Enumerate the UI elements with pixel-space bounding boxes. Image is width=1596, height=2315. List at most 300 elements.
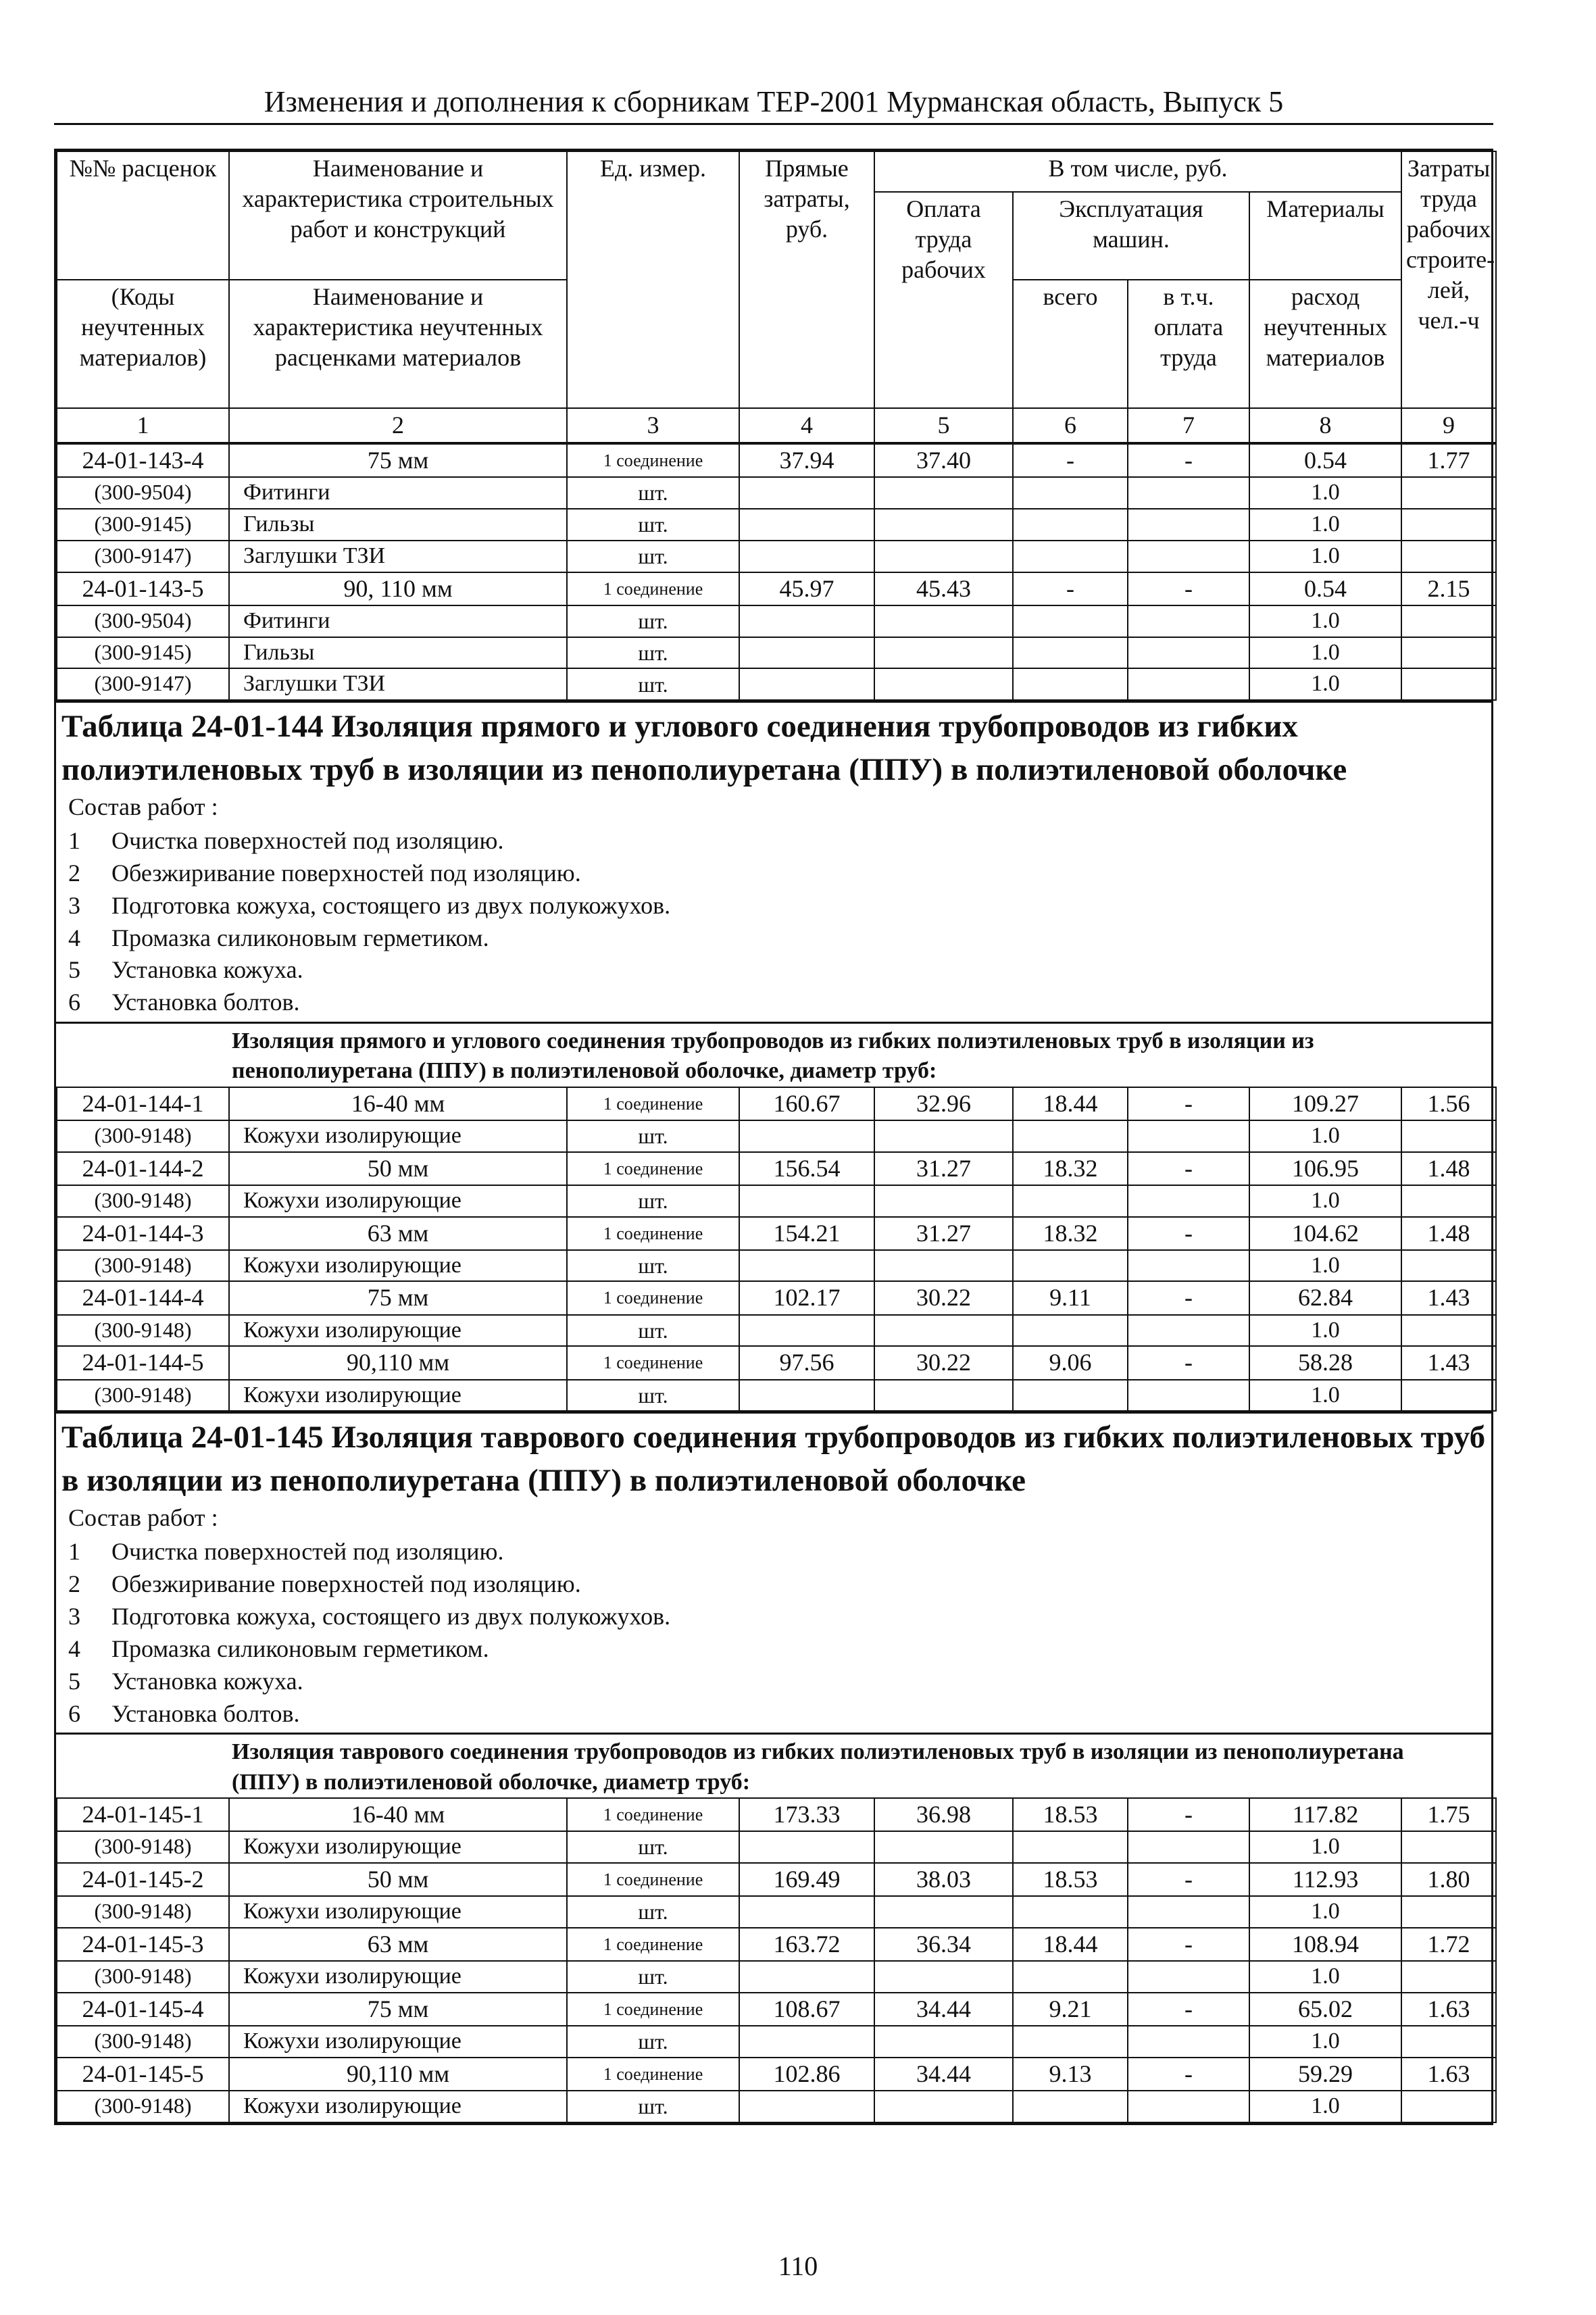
table-145-subheading: Изоляция таврового соединения трубопроводов из гибких полиэтиленовых труб в изоляции из пенополиуретана (ППУ) в полиэтиленовой оболочке, диаметр труб: bbox=[56, 1733, 1491, 1797]
work-step-text: Установка болтов. bbox=[111, 1699, 300, 1727]
rate-row bbox=[57, 444, 1496, 477]
table-144-works bbox=[56, 791, 1491, 1022]
machine-total: 18.44 bbox=[1013, 1928, 1128, 1961]
work-step bbox=[68, 1601, 1486, 1633]
material-unit: шт. bbox=[567, 605, 739, 637]
rate-row bbox=[57, 1863, 1496, 1896]
rate-name: 90,110 мм bbox=[229, 1346, 567, 1379]
empty-cell bbox=[739, 2091, 874, 2122]
header-machine-labor: в т.ч. оплата труда bbox=[1128, 280, 1249, 408]
labor-pay: 37.40 bbox=[874, 444, 1013, 477]
material-row bbox=[57, 509, 1496, 541]
material-code: (300-9148) bbox=[57, 2026, 229, 2058]
material-row bbox=[57, 477, 1496, 509]
empty-cell bbox=[1128, 668, 1249, 700]
machine-total: - bbox=[1013, 444, 1128, 477]
table-144-title: Таблица 24-01-144 Изоляция прямого и углового соединения трубопроводов из гибких полиэтиленовых труб в изоляции из пенополиуретана (ППУ) в полиэтиленовой оболочке bbox=[56, 701, 1491, 791]
material-code: (300-9148) bbox=[57, 1315, 229, 1347]
work-step-number: 1 bbox=[68, 826, 80, 854]
material-quantity: 1.0 bbox=[1249, 1185, 1401, 1217]
header-rate-number: №№ расценок bbox=[57, 151, 229, 280]
empty-cell bbox=[1128, 1185, 1249, 1217]
col-number: 2 bbox=[229, 408, 567, 443]
rate-unit: 1 соединение bbox=[567, 1346, 739, 1379]
labor-pay: 30.22 bbox=[874, 1281, 1013, 1314]
material-name: Заглушки ТЗИ bbox=[229, 541, 567, 572]
empty-cell bbox=[1013, 1896, 1128, 1928]
machine-total: 18.53 bbox=[1013, 1798, 1128, 1831]
material-row bbox=[57, 1185, 1496, 1217]
material-code: (300-9147) bbox=[57, 541, 229, 572]
machine-labor: - bbox=[1128, 1346, 1249, 1379]
empty-cell bbox=[739, 1120, 874, 1152]
rate-unit: 1 соединение bbox=[567, 1152, 739, 1185]
work-step-text: Промазка силиконовым герметиком. bbox=[111, 924, 489, 951]
rate-name: 75 мм bbox=[229, 444, 567, 477]
material-unit: шт. bbox=[567, 1380, 739, 1412]
material-unit: шт. bbox=[567, 1831, 739, 1863]
machine-total: - bbox=[1013, 572, 1128, 605]
material-name: Кожухи изолирующие bbox=[229, 1831, 567, 1863]
material-quantity: 1.0 bbox=[1249, 637, 1401, 669]
direct-costs: 156.54 bbox=[739, 1152, 874, 1185]
rate-code: 24-01-145-4 bbox=[57, 1993, 229, 2026]
empty-cell bbox=[874, 1315, 1013, 1347]
material-code: (300-9148) bbox=[57, 1831, 229, 1863]
empty-cell bbox=[874, 541, 1013, 572]
work-step bbox=[68, 922, 1486, 955]
material-quantity: 1.0 bbox=[1249, 605, 1401, 637]
material-row bbox=[57, 1896, 1496, 1928]
labor-pay: 30.22 bbox=[874, 1346, 1013, 1379]
labor-hours: 1.77 bbox=[1401, 444, 1496, 477]
header-labor-pay: Оплата труда рабочих bbox=[874, 192, 1013, 408]
materials-cost: 62.84 bbox=[1249, 1281, 1401, 1314]
column-header-table bbox=[56, 151, 1497, 443]
page-header: Изменения и дополнения к сборникам ТЕР-2001 Мурманская область, Выпуск 5 bbox=[54, 84, 1493, 125]
direct-costs: 173.33 bbox=[739, 1798, 874, 1831]
labor-hours: 1.56 bbox=[1401, 1087, 1496, 1120]
empty-cell bbox=[1401, 2091, 1496, 2122]
header-labor-hours: Затраты труда рабочих строите-лей, чел.-ч bbox=[1401, 151, 1496, 408]
work-step bbox=[68, 857, 1486, 890]
rate-unit: 1 соединение bbox=[567, 572, 739, 605]
material-code: (300-9148) bbox=[57, 1380, 229, 1412]
rate-name: 16-40 мм bbox=[229, 1087, 567, 1120]
empty-cell bbox=[739, 1185, 874, 1217]
labor-hours: 1.63 bbox=[1401, 1993, 1496, 2026]
labor-hours: 1.63 bbox=[1401, 2058, 1496, 2091]
empty-cell bbox=[1013, 1831, 1128, 1863]
work-step-number: 6 bbox=[68, 1699, 80, 1727]
col-number: 5 bbox=[874, 408, 1013, 443]
work-step-number: 4 bbox=[68, 1635, 80, 1662]
machine-labor: - bbox=[1128, 572, 1249, 605]
col-number: 6 bbox=[1013, 408, 1128, 443]
work-step-text: Очистка поверхностей под изоляцию. bbox=[111, 1538, 504, 1566]
work-step-text: Подготовка кожуха, состоящего из двух полукожухов. bbox=[111, 1602, 671, 1630]
header-unit: Ед. измер. bbox=[567, 151, 739, 408]
machine-total: 9.06 bbox=[1013, 1346, 1128, 1379]
material-row bbox=[57, 1961, 1496, 1993]
work-step-number: 5 bbox=[68, 1667, 80, 1695]
material-name: Кожухи изолирующие bbox=[229, 1250, 567, 1282]
empty-cell bbox=[739, 477, 874, 509]
machine-labor: - bbox=[1128, 1217, 1249, 1250]
empty-cell bbox=[1128, 1315, 1249, 1347]
labor-hours: 2.15 bbox=[1401, 572, 1496, 605]
direct-costs: 154.21 bbox=[739, 1217, 874, 1250]
empty-cell bbox=[1401, 1961, 1496, 1993]
col-number: 9 bbox=[1401, 408, 1496, 443]
work-step bbox=[68, 825, 1486, 857]
empty-cell bbox=[1013, 1315, 1128, 1347]
direct-costs: 108.67 bbox=[739, 1993, 874, 2026]
labor-pay: 34.44 bbox=[874, 2058, 1013, 2091]
work-step bbox=[68, 1666, 1486, 1698]
empty-cell bbox=[874, 2091, 1013, 2122]
empty-cell bbox=[1013, 1380, 1128, 1412]
rate-name: 16-40 мм bbox=[229, 1798, 567, 1831]
empty-cell bbox=[739, 668, 874, 700]
rate-row bbox=[57, 1346, 1496, 1379]
materials-cost: 117.82 bbox=[1249, 1798, 1401, 1831]
machine-total: 18.53 bbox=[1013, 1863, 1128, 1896]
empty-cell bbox=[1013, 541, 1128, 572]
material-quantity: 1.0 bbox=[1249, 2026, 1401, 2058]
work-step bbox=[68, 1568, 1486, 1601]
empty-cell bbox=[739, 1961, 874, 1993]
col-number: 4 bbox=[739, 408, 874, 443]
material-name: Кожухи изолирующие bbox=[229, 1961, 567, 1993]
rate-name: 50 мм bbox=[229, 1152, 567, 1185]
work-step bbox=[68, 1536, 1486, 1568]
empty-cell bbox=[1128, 1831, 1249, 1863]
empty-cell bbox=[874, 1250, 1013, 1282]
empty-cell bbox=[1013, 1120, 1128, 1152]
machine-labor: - bbox=[1128, 1928, 1249, 1961]
materials-cost: 0.54 bbox=[1249, 572, 1401, 605]
machine-total: 9.11 bbox=[1013, 1281, 1128, 1314]
direct-costs: 102.17 bbox=[739, 1281, 874, 1314]
empty-cell bbox=[874, 1896, 1013, 1928]
material-quantity: 1.0 bbox=[1249, 2091, 1401, 2122]
material-row bbox=[57, 1315, 1496, 1347]
labor-hours: 1.48 bbox=[1401, 1217, 1496, 1250]
rate-unit: 1 соединение bbox=[567, 1928, 739, 1961]
material-row bbox=[57, 1831, 1496, 1863]
machine-labor: - bbox=[1128, 1798, 1249, 1831]
rate-row bbox=[57, 1928, 1496, 1961]
rate-code: 24-01-143-4 bbox=[57, 444, 229, 477]
machine-total: 9.21 bbox=[1013, 1993, 1128, 2026]
work-step-number: 3 bbox=[68, 1602, 80, 1630]
work-step-number: 1 bbox=[68, 1538, 80, 1566]
materials-cost: 59.29 bbox=[1249, 2058, 1401, 2091]
col-number: 1 bbox=[57, 408, 229, 443]
rate-code: 24-01-145-3 bbox=[57, 1928, 229, 1961]
direct-costs: 163.72 bbox=[739, 1928, 874, 1961]
work-step-number: 2 bbox=[68, 859, 80, 887]
empty-cell bbox=[739, 1831, 874, 1863]
rate-name: 63 мм bbox=[229, 1217, 567, 1250]
header-including-group: В том числе, руб. bbox=[874, 151, 1401, 192]
work-step bbox=[68, 1633, 1486, 1666]
material-quantity: 1.0 bbox=[1249, 509, 1401, 541]
empty-cell bbox=[1013, 2091, 1128, 2122]
work-step-number: 5 bbox=[68, 956, 80, 984]
machine-labor: - bbox=[1128, 2058, 1249, 2091]
empty-cell bbox=[1013, 1185, 1128, 1217]
rate-row bbox=[57, 572, 1496, 605]
material-unit: шт. bbox=[567, 1896, 739, 1928]
machine-labor: - bbox=[1128, 1087, 1249, 1120]
rate-code: 24-01-144-3 bbox=[57, 1217, 229, 1250]
direct-costs: 169.49 bbox=[739, 1863, 874, 1896]
material-row bbox=[57, 2091, 1496, 2122]
material-name: Кожухи изолирующие bbox=[229, 1120, 567, 1152]
work-step-number: 4 bbox=[68, 924, 80, 951]
material-row bbox=[57, 541, 1496, 572]
empty-cell bbox=[1128, 1120, 1249, 1152]
rate-name: 75 мм bbox=[229, 1993, 567, 2026]
material-quantity: 1.0 bbox=[1249, 541, 1401, 572]
material-unit: шт. bbox=[567, 1250, 739, 1282]
empty-cell bbox=[1401, 509, 1496, 541]
machine-labor: - bbox=[1128, 1993, 1249, 2026]
labor-pay: 36.34 bbox=[874, 1928, 1013, 1961]
work-step bbox=[68, 987, 1486, 1019]
rate-row bbox=[57, 1152, 1496, 1185]
empty-cell bbox=[1401, 1896, 1496, 1928]
machine-total: 18.44 bbox=[1013, 1087, 1128, 1120]
labor-pay: 38.03 bbox=[874, 1863, 1013, 1896]
empty-cell bbox=[874, 1120, 1013, 1152]
labor-pay: 36.98 bbox=[874, 1798, 1013, 1831]
empty-cell bbox=[1128, 541, 1249, 572]
table-144-subheading: Изоляция прямого и углового соединения трубопроводов из гибких полиэтиленовых труб в изоляции из пенополиуретана (ППУ) в полиэтиленовой оболочке, диаметр труб: bbox=[56, 1022, 1491, 1086]
machine-labor: - bbox=[1128, 1863, 1249, 1896]
material-name: Кожухи изолирующие bbox=[229, 1380, 567, 1412]
materials-cost: 106.95 bbox=[1249, 1152, 1401, 1185]
work-step-number: 2 bbox=[68, 1570, 80, 1598]
material-code: (300-9504) bbox=[57, 477, 229, 509]
empty-cell bbox=[874, 2026, 1013, 2058]
empty-cell bbox=[1401, 605, 1496, 637]
machine-labor: - bbox=[1128, 1152, 1249, 1185]
work-step-text: Подготовка кожуха, состоящего из двух полукожухов. bbox=[111, 891, 671, 919]
empty-cell bbox=[1128, 1250, 1249, 1282]
rate-row bbox=[57, 1281, 1496, 1314]
empty-cell bbox=[1401, 668, 1496, 700]
rate-unit: 1 соединение bbox=[567, 1798, 739, 1831]
material-unit: шт. bbox=[567, 477, 739, 509]
col-number: 7 bbox=[1128, 408, 1249, 443]
empty-cell bbox=[874, 1185, 1013, 1217]
empty-cell bbox=[1401, 2026, 1496, 2058]
empty-cell bbox=[1401, 541, 1496, 572]
material-code: (300-9145) bbox=[57, 637, 229, 669]
labor-hours: 1.80 bbox=[1401, 1863, 1496, 1896]
material-name: Фитинги bbox=[229, 605, 567, 637]
material-unit: шт. bbox=[567, 2091, 739, 2122]
empty-cell bbox=[874, 605, 1013, 637]
material-name: Кожухи изолирующие bbox=[229, 1185, 567, 1217]
materials-cost: 112.93 bbox=[1249, 1863, 1401, 1896]
rate-unit: 1 соединение bbox=[567, 1281, 739, 1314]
material-row bbox=[57, 605, 1496, 637]
rate-unit: 1 соединение bbox=[567, 444, 739, 477]
material-unit: шт. bbox=[567, 509, 739, 541]
rate-row bbox=[57, 1087, 1496, 1120]
rate-name: 63 мм bbox=[229, 1928, 567, 1961]
empty-cell bbox=[1128, 1380, 1249, 1412]
material-quantity: 1.0 bbox=[1249, 477, 1401, 509]
work-step-text: Очистка поверхностей под изоляцию. bbox=[111, 826, 504, 854]
labor-hours: 1.48 bbox=[1401, 1152, 1496, 1185]
direct-costs: 97.56 bbox=[739, 1346, 874, 1379]
material-unit: шт. bbox=[567, 1185, 739, 1217]
work-step bbox=[68, 954, 1486, 987]
empty-cell bbox=[739, 1315, 874, 1347]
empty-cell bbox=[1013, 2026, 1128, 2058]
material-code: (300-9504) bbox=[57, 605, 229, 637]
empty-cell bbox=[739, 1896, 874, 1928]
empty-cell bbox=[1401, 477, 1496, 509]
material-quantity: 1.0 bbox=[1249, 1380, 1401, 1412]
header-direct-costs: Прямые затраты, руб. bbox=[739, 151, 874, 408]
empty-cell bbox=[1128, 2091, 1249, 2122]
rate-name: 75 мм bbox=[229, 1281, 567, 1314]
empty-cell bbox=[739, 1250, 874, 1282]
header-materials: Материалы bbox=[1249, 192, 1401, 280]
machine-total: 9.13 bbox=[1013, 2058, 1128, 2091]
empty-cell bbox=[1128, 1896, 1249, 1928]
material-code: (300-9148) bbox=[57, 1185, 229, 1217]
rate-code: 24-01-143-5 bbox=[57, 572, 229, 605]
header-material-codes: (Коды неучтенных материалов) bbox=[57, 280, 229, 408]
rates-table-144 bbox=[56, 1087, 1497, 1412]
empty-cell bbox=[1013, 637, 1128, 669]
works-title: Состав работ : bbox=[68, 1504, 218, 1532]
material-quantity: 1.0 bbox=[1249, 1250, 1401, 1282]
material-unit: шт. bbox=[567, 668, 739, 700]
table-145-works bbox=[56, 1502, 1491, 1733]
material-quantity: 1.0 bbox=[1249, 1831, 1401, 1863]
labor-pay: 31.27 bbox=[874, 1152, 1013, 1185]
rate-row bbox=[57, 1798, 1496, 1831]
empty-cell bbox=[1013, 477, 1128, 509]
empty-cell bbox=[874, 1831, 1013, 1863]
materials-cost: 65.02 bbox=[1249, 1993, 1401, 2026]
empty-cell bbox=[1128, 509, 1249, 541]
rate-code: 24-01-145-5 bbox=[57, 2058, 229, 2091]
empty-cell bbox=[1128, 637, 1249, 669]
labor-pay: 45.43 bbox=[874, 572, 1013, 605]
material-name: Фитинги bbox=[229, 477, 567, 509]
empty-cell bbox=[1013, 509, 1128, 541]
col-number: 8 bbox=[1249, 408, 1401, 443]
empty-cell bbox=[874, 509, 1013, 541]
header-machine-operation: Эксплуатация машин. bbox=[1013, 192, 1249, 280]
materials-cost: 108.94 bbox=[1249, 1928, 1401, 1961]
rate-name: 90, 110 мм bbox=[229, 572, 567, 605]
materials-cost: 58.28 bbox=[1249, 1346, 1401, 1379]
empty-cell bbox=[1128, 1961, 1249, 1993]
material-code: (300-9147) bbox=[57, 668, 229, 700]
material-code: (300-9145) bbox=[57, 509, 229, 541]
material-unit: шт. bbox=[567, 1120, 739, 1152]
works-title: Состав работ : bbox=[68, 793, 218, 821]
work-step-text: Обезжиривание поверхностей под изоляцию. bbox=[111, 1570, 581, 1598]
machine-labor: - bbox=[1128, 444, 1249, 477]
rate-code: 24-01-145-2 bbox=[57, 1863, 229, 1896]
empty-cell bbox=[874, 1961, 1013, 1993]
material-code: (300-9148) bbox=[57, 1896, 229, 1928]
empty-cell bbox=[1128, 2026, 1249, 2058]
material-unit: шт. bbox=[567, 637, 739, 669]
empty-cell bbox=[1401, 1380, 1496, 1412]
empty-cell bbox=[874, 1380, 1013, 1412]
material-name: Гильзы bbox=[229, 637, 567, 669]
material-unit: шт. bbox=[567, 2026, 739, 2058]
empty-cell bbox=[739, 1380, 874, 1412]
material-quantity: 1.0 bbox=[1249, 1896, 1401, 1928]
work-step-number: 6 bbox=[68, 989, 80, 1016]
labor-pay: 32.96 bbox=[874, 1087, 1013, 1120]
header-material-consumption: расход неучтенных материалов bbox=[1249, 280, 1401, 408]
machine-labor: - bbox=[1128, 1281, 1249, 1314]
empty-cell bbox=[874, 477, 1013, 509]
material-quantity: 1.0 bbox=[1249, 1120, 1401, 1152]
empty-cell bbox=[739, 509, 874, 541]
empty-cell bbox=[1128, 477, 1249, 509]
material-row bbox=[57, 1380, 1496, 1412]
empty-cell bbox=[1128, 605, 1249, 637]
material-code: (300-9148) bbox=[57, 1120, 229, 1152]
work-step-text: Установка болтов. bbox=[111, 989, 300, 1016]
rate-code: 24-01-144-1 bbox=[57, 1087, 229, 1120]
rate-unit: 1 соединение bbox=[567, 1863, 739, 1896]
empty-cell bbox=[1013, 1961, 1128, 1993]
labor-hours: 1.72 bbox=[1401, 1928, 1496, 1961]
empty-cell bbox=[1013, 668, 1128, 700]
empty-cell bbox=[874, 637, 1013, 669]
empty-cell bbox=[739, 637, 874, 669]
rate-unit: 1 соединение bbox=[567, 1993, 739, 2026]
rate-unit: 1 соединение bbox=[567, 2058, 739, 2091]
material-code: (300-9148) bbox=[57, 2091, 229, 2122]
empty-cell bbox=[739, 2026, 874, 2058]
empty-cell bbox=[874, 668, 1013, 700]
material-name: Кожухи изолирующие bbox=[229, 1315, 567, 1347]
material-row bbox=[57, 2026, 1496, 2058]
labor-hours: 1.43 bbox=[1401, 1346, 1496, 1379]
empty-cell bbox=[1401, 1250, 1496, 1282]
col-number: 3 bbox=[567, 408, 739, 443]
empty-cell bbox=[1013, 605, 1128, 637]
material-name: Заглушки ТЗИ bbox=[229, 668, 567, 700]
rates-table-143 bbox=[56, 443, 1497, 701]
material-unit: шт. bbox=[567, 1961, 739, 1993]
material-code: (300-9148) bbox=[57, 1250, 229, 1282]
header-work-name: Наименование и характеристика строительных работ и конструкций bbox=[229, 151, 567, 280]
material-name: Кожухи изолирующие bbox=[229, 1896, 567, 1928]
labor-pay: 34.44 bbox=[874, 1993, 1013, 2026]
work-step-text: Установка кожуха. bbox=[111, 956, 303, 984]
material-quantity: 1.0 bbox=[1249, 1315, 1401, 1347]
rate-row bbox=[57, 1993, 1496, 2026]
